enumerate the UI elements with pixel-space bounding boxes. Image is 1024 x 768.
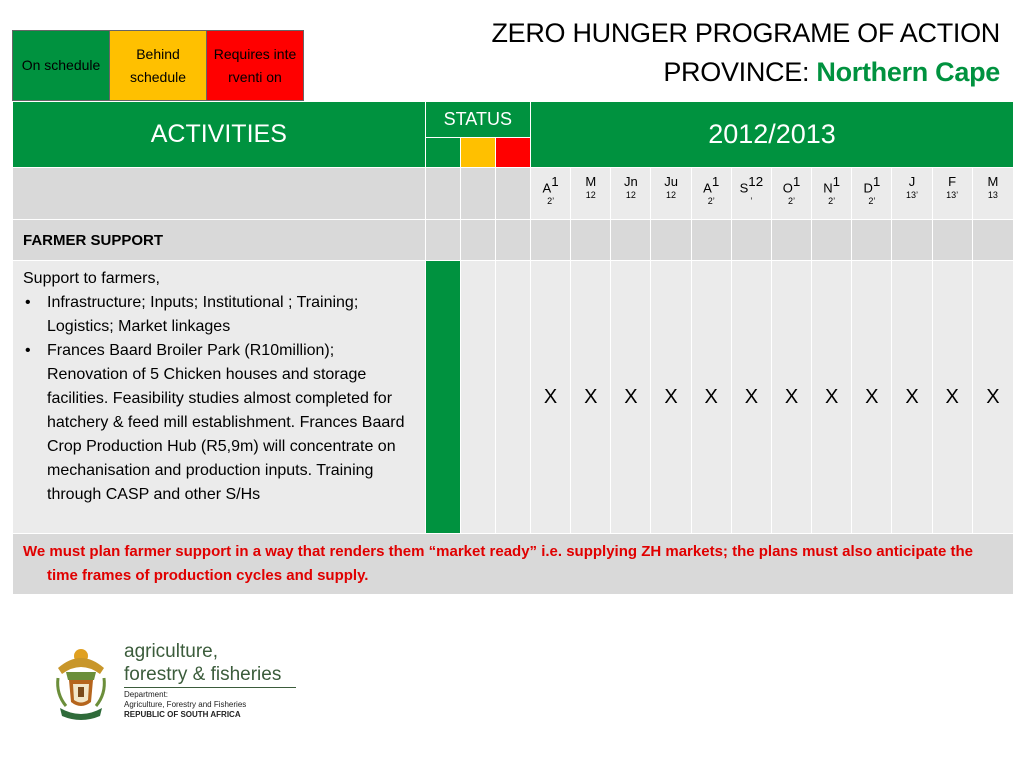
section-farmer-support: FARMER SUPPORT — [13, 220, 426, 261]
month-year-suffix: 13’ — [905, 190, 918, 200]
month-label: N — [823, 180, 833, 196]
month-label: M — [585, 174, 597, 189]
month-header — [731, 168, 771, 220]
month-year-suffix: 13 — [987, 190, 998, 200]
status-swatch-yellow — [460, 138, 495, 168]
month-label: D — [863, 180, 873, 196]
section-filler-cell — [731, 220, 771, 261]
month-year-suffix: 12 — [625, 190, 636, 200]
month-year-suffix: 2’ — [547, 196, 555, 207]
month-label: A — [703, 180, 712, 196]
month-header — [812, 168, 852, 220]
month-header — [691, 168, 731, 220]
activity-description — [13, 261, 426, 534]
planning-note — [13, 534, 1014, 595]
activity-table — [12, 101, 1014, 595]
header-activities: ACTIVITIES — [13, 102, 426, 168]
month-header — [892, 168, 932, 220]
month-year-suffix: 2’ — [707, 196, 715, 207]
legend-behind-schedule: Behind schedule — [110, 31, 207, 100]
section-filler-cell — [932, 220, 972, 261]
section-filler-cell — [812, 220, 852, 261]
logo-name-line-1: agriculture, — [124, 641, 218, 662]
month-mark: X — [611, 261, 651, 534]
month-row-status — [460, 168, 495, 220]
month-label: F — [948, 174, 957, 189]
planning-note-text: We must plan farmer support in a way that renders them “market ready” i.e. supplying ZH markets; the plans must also anticipate the time frames of production cycles and supply. — [23, 543, 973, 584]
activity-bullet: • Frances Baard Broiler Park (R10million); Renovation of 5 Chicken houses and storage facilities. Feasibility studies almost completed for hatchery & feed mill establishment. Frances Baard Crop Production Hub (R5,9m) will concentrate on mechanisation and production inputs. Training through CASP and other S/Hs — [23, 339, 417, 507]
month-header — [932, 168, 972, 220]
month-superscript: 1 — [792, 174, 801, 189]
month-label: Jn — [624, 174, 638, 189]
month-superscript: 1 — [551, 174, 559, 189]
month-year-suffix: 2’ — [868, 196, 876, 207]
month-label: A — [542, 180, 552, 196]
month-mark: X — [812, 261, 852, 534]
section-filler-cell — [611, 220, 651, 261]
month-superscript: 1 — [832, 174, 841, 189]
logo-divider — [124, 687, 296, 688]
month-year-suffix: 2’ — [828, 196, 836, 207]
month-label: J — [908, 174, 916, 189]
legend-on-schedule: On schedule — [13, 31, 110, 100]
logo-dept-line-3: REPUBLIC OF SOUTH AFRICA — [124, 710, 241, 719]
logo-name-line-2: forestry & fisheries — [124, 664, 282, 685]
month-header — [852, 168, 892, 220]
status-swatch-green — [425, 138, 460, 168]
activity-status-intervention — [495, 261, 530, 534]
department-logo — [52, 642, 312, 724]
month-mark: X — [771, 261, 811, 534]
logo-name — [124, 640, 281, 686]
month-row-label — [13, 168, 426, 220]
month-year-suffix: 2’ — [788, 196, 796, 207]
title-line-1: ZERO HUNGER PROGRAME OF ACTION — [491, 18, 1000, 48]
month-year-suffix: 12 — [585, 190, 596, 200]
status-legend — [12, 30, 304, 101]
section-filler-cell — [460, 220, 495, 261]
month-mark: X — [972, 261, 1013, 534]
month-header — [611, 168, 651, 220]
month-mark: X — [852, 261, 892, 534]
month-header — [651, 168, 691, 220]
month-mark: X — [651, 261, 691, 534]
month-label: M — [987, 174, 999, 189]
month-superscript: 12 — [748, 174, 764, 189]
section-filler-cell — [571, 220, 611, 261]
title-province-name: Northern Cape — [816, 57, 1000, 87]
month-mark: X — [892, 261, 932, 534]
section-filler-cell — [972, 220, 1013, 261]
coat-of-arms-icon — [52, 644, 110, 722]
month-mark: X — [571, 261, 611, 534]
activity-bullet-list — [23, 291, 417, 507]
month-superscript: 1 — [872, 174, 881, 189]
month-header — [972, 168, 1013, 220]
activity-intro: Support to farmers, — [23, 270, 160, 287]
month-label: Ju — [664, 174, 678, 189]
logo-dept-line-2: Agriculture, Forestry and Fisheries — [124, 700, 247, 709]
month-mark: X — [691, 261, 731, 534]
month-year-suffix: ’ — [750, 196, 753, 207]
section-filler-cell — [691, 220, 731, 261]
activity-bullet: • Infrastructure; Inputs; Institutional ; Training; Logistics; Market linkages — [23, 291, 417, 339]
month-header — [771, 168, 811, 220]
activity-status-behind — [460, 261, 495, 534]
month-label: S — [739, 180, 749, 196]
activity-status-on-schedule — [425, 261, 460, 534]
month-year-suffix: 13’ — [946, 190, 959, 200]
month-label: O — [782, 180, 793, 196]
section-filler-cell — [771, 220, 811, 261]
section-filler-cell — [852, 220, 892, 261]
section-filler-cell — [651, 220, 691, 261]
month-header — [571, 168, 611, 220]
month-year-suffix: 12 — [666, 190, 677, 200]
logo-department — [124, 690, 246, 720]
header-year: 2012/2013 — [531, 102, 1014, 168]
month-mark: X — [531, 261, 571, 534]
status-swatch-red — [495, 138, 530, 168]
section-filler-cell — [892, 220, 932, 261]
month-mark: X — [731, 261, 771, 534]
header-status: STATUS — [425, 102, 530, 138]
month-row-status — [425, 168, 460, 220]
title-line-2 — [491, 53, 1000, 92]
section-filler-cell — [531, 220, 571, 261]
month-row-status — [495, 168, 530, 220]
month-superscript: 1 — [711, 174, 720, 189]
legend-requires-intervention: Requires interventi on — [207, 31, 303, 100]
section-filler-cell — [425, 220, 460, 261]
page-title — [491, 14, 1000, 92]
month-header — [531, 168, 571, 220]
logo-dept-line-1: Department: — [124, 690, 169, 699]
title-province-prefix: PROVINCE: — [663, 57, 817, 87]
section-filler-cell — [495, 220, 530, 261]
month-mark: X — [932, 261, 972, 534]
